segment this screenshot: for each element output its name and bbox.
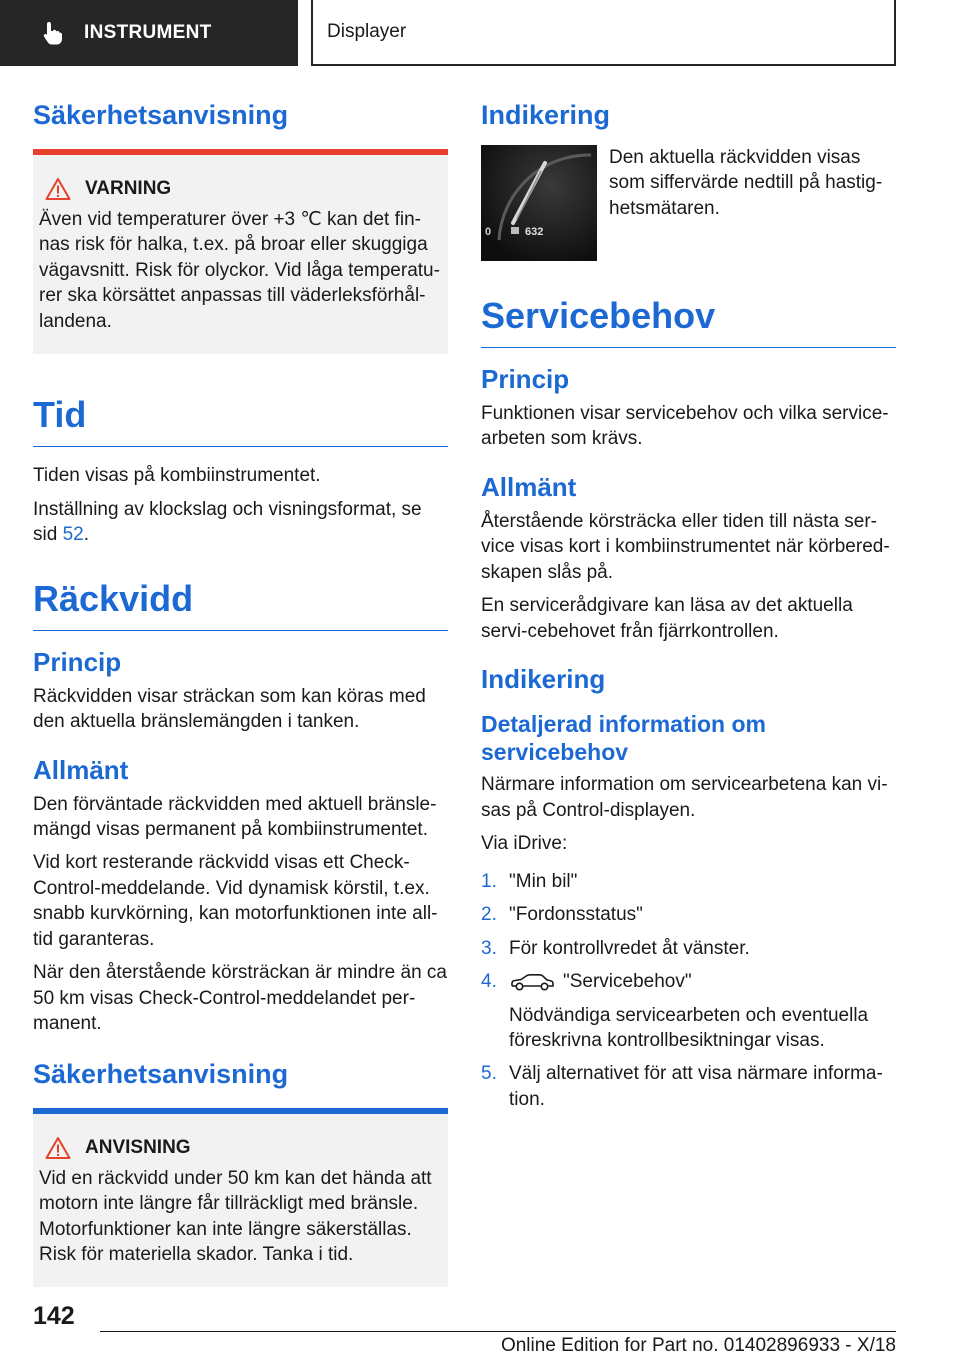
range-value-label: 632	[525, 226, 544, 238]
speedometer-zero-label: 0	[485, 226, 492, 238]
page-link-52[interactable]: 52	[62, 524, 84, 546]
warning-box	[33, 149, 448, 354]
step-number: 5.	[481, 1063, 497, 1085]
list-item	[481, 1061, 896, 1112]
service-princip-text: Funktionen visar servicebehov och vilka service-arbeten som krävs.	[481, 403, 889, 450]
range-heading: Räckvidd	[33, 578, 448, 631]
section-label: Displayer	[327, 21, 407, 42]
notice-header	[39, 1136, 440, 1160]
hand-pointer-icon	[40, 20, 66, 46]
notice-label: ANVISNING	[85, 1136, 191, 1158]
warning-triangle-icon	[45, 177, 71, 201]
service-allmant-text-2: En servicerådgivare kan läsa av det aktuella servi-cebehovet från fjärrkontrollen.	[481, 595, 853, 642]
right-column	[481, 100, 896, 1120]
warning-header	[39, 177, 440, 201]
step-body	[509, 969, 896, 1053]
tid-text-1: Tiden visas på kombiinstrumentet.	[33, 465, 321, 487]
step-number: 1.	[481, 870, 497, 892]
safety-heading-1: Säkerhetsanvisning	[33, 100, 289, 130]
list-item	[481, 869, 896, 894]
step-number: 4.	[481, 971, 497, 993]
range-princip-heading: Princip	[33, 646, 122, 677]
range-allmant-text-1: Den förväntade räckvidden med aktuell bränsle-mängd visas permanent på kombiinstrumentet.	[33, 793, 437, 840]
step-text: För kontrollvredet åt vänster.	[509, 937, 750, 959]
step-text: "Servicebehov"	[563, 971, 692, 993]
service-heading: Servicebehov	[481, 295, 896, 348]
warning-text: Även vid temperaturer över +3 ℃ kan det fin-nas risk för halka, t.ex. på broar eller skuggiga vägavsnitt. Risk för olyckor. Vid låga temperatu-rer ska körsättet anpassas till väderleksförhål-landena.	[39, 209, 440, 332]
step-number: 2.	[481, 904, 497, 926]
service-allmant-heading: Allmänt	[481, 471, 577, 502]
service-princip-heading: Princip	[481, 364, 570, 394]
car-icon	[509, 972, 555, 992]
service-allmant-text-1: Återstående körsträcka eller tiden till nästa ser-vice visas kort i kombiinstrumentet när körbered-skapen slås på.	[481, 510, 890, 583]
left-column	[33, 100, 448, 1327]
range-indication-text: Den aktuella räckvidden visas som siffervärde nedtill på hastig-hetsmätaren.	[609, 147, 883, 219]
footer-divider	[100, 1331, 896, 1332]
service-indikering-heading: Indikering	[481, 664, 606, 695]
step-text: "Min bil"	[509, 870, 578, 892]
list-item	[481, 969, 896, 1053]
chapter-tab	[0, 0, 298, 66]
service-detail-text-1: Närmare information om servicearbetena kan vi-sas på Control-displayen.	[481, 774, 888, 821]
page-number: 142	[33, 1302, 75, 1330]
chapter-label: INSTRUMENT	[84, 22, 212, 43]
range-indication-row	[481, 145, 896, 261]
tid-text-2-suffix: .	[83, 524, 89, 546]
edition-text: Online Edition for Part no. 01402896933 - X/18	[500, 1335, 896, 1356]
notice-box	[33, 1108, 448, 1288]
list-item	[481, 936, 896, 961]
step-number: 3.	[481, 937, 497, 959]
idrive-steps-list	[481, 869, 896, 1113]
speedometer-range-image	[481, 145, 597, 261]
range-allmant-text-2: Vid kort resterande räckvidd visas ett Check-Control-meddelande. Vid dynamisk körstil, t.ex. snabb kurvkörning, kan motorfunktionen inte all-tid garanteras.	[33, 852, 438, 950]
safety-heading-2: Säkerhetsanvisning	[33, 1058, 289, 1089]
list-item	[481, 902, 896, 927]
step-line	[509, 971, 692, 992]
tid-heading: Tid	[33, 394, 448, 447]
range-allmant-heading: Allmänt	[33, 754, 129, 785]
warning-triangle-icon	[45, 1136, 71, 1160]
warning-label: VARNING	[85, 178, 172, 199]
range-allmant-text-3: När den återstående körsträckan är mindre än ca 50 km visas Check-Control-meddelandet per-manent.	[33, 962, 447, 1035]
section-header	[311, 0, 896, 66]
step-text: Välj alternativet för att visa närmare informa-tion.	[509, 1063, 883, 1110]
step-extra-text: Nödvändiga servicearbeten och eventuella föreskrivna kontrollbesiktningar visas.	[509, 1004, 869, 1051]
step-text: "Fordonsstatus"	[509, 904, 643, 926]
notice-text: Vid en räckvidd under 50 km kan det hända att motorn inte längre får tillräckligt med bränsle. Motorfunktioner kan inte längre säkerställas. Risk för materiella skador. Tanka i tid.	[39, 1167, 432, 1265]
service-detail-heading: Detaljerad information om servicebehov	[481, 711, 766, 765]
range-indication-heading: Indikering	[481, 100, 611, 130]
tid-text-2	[33, 497, 448, 548]
tid-text-2-prefix: Inställning av klockslag och visningsformat, se sid	[33, 498, 422, 546]
range-princip-text: Räckvidden visar sträckan som kan köras med den aktuella bränslemängden i tanken.	[33, 685, 426, 733]
service-detail-text-2: Via iDrive:	[481, 833, 568, 855]
